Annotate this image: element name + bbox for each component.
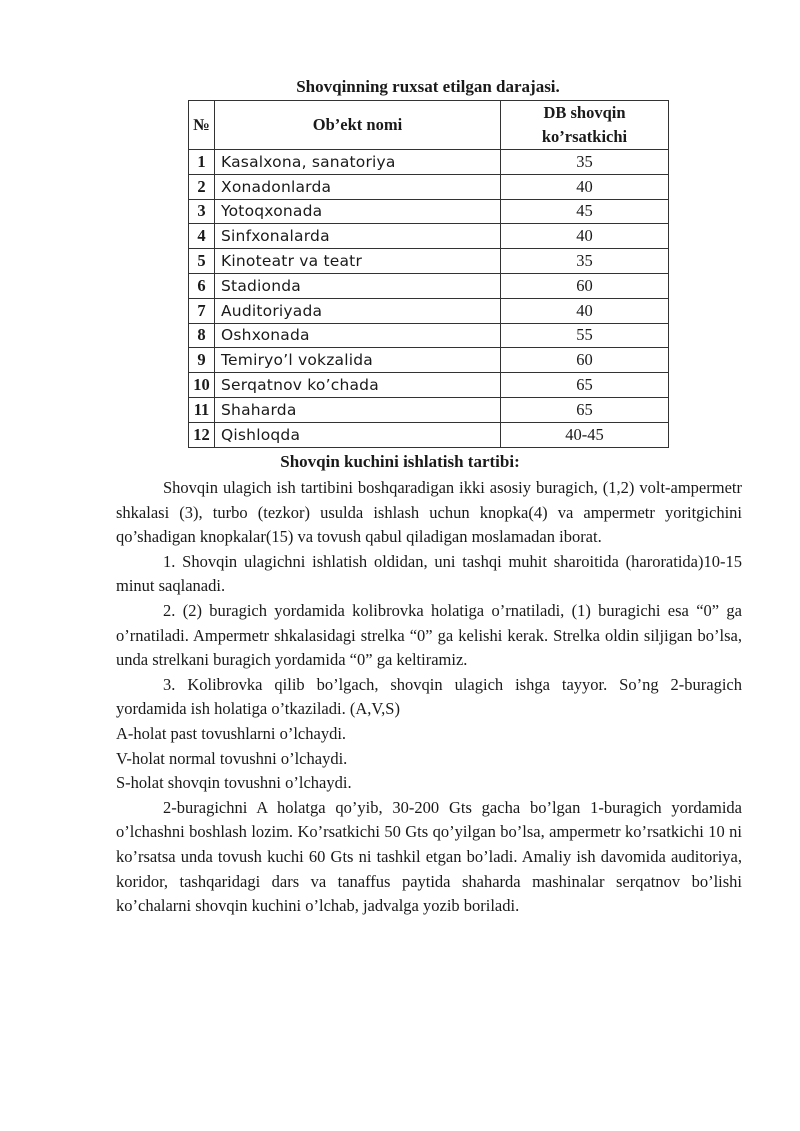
- row-object-name: Yotoqxonada: [215, 199, 501, 224]
- row-object-name: Qishloqda: [215, 422, 501, 447]
- row-db-value: 40-45: [501, 422, 669, 447]
- table-row: [189, 348, 669, 373]
- row-object-name: Kasalxona, sanatoriya: [215, 150, 501, 175]
- row-object-name: Shaharda: [215, 397, 501, 422]
- row-object-name: Oshxonada: [215, 323, 501, 348]
- row-db-value: 60: [501, 348, 669, 373]
- header-db-value: DB shovqin ko’rsatkichi: [501, 101, 669, 150]
- row-number: 6: [189, 273, 215, 298]
- table-row: [189, 150, 669, 175]
- row-number: 10: [189, 373, 215, 398]
- table-row: [189, 273, 669, 298]
- row-db-value: 45: [501, 199, 669, 224]
- paragraph: 1. Shovqin ulagichni ishlatish oldidan, uni tashqi muhit sharoitida (haroratida)10-15 minut saqlanadi.: [116, 551, 742, 596]
- paragraph: Shovqin ulagich ish tartibini boshqaradigan ikki asosiy buragich, (1,2) volt-ampermetr shkalasi (3), turbo (tezkor) usulda ishlash uchun knopka(4) va ampermetr yoritgichini qo’shadigan knopkalar(15) va tovush qabul qiladigan moslamadan iborat.: [116, 478, 742, 547]
- row-db-value: 40: [501, 174, 669, 199]
- noise-norms-table: [188, 100, 669, 448]
- table-title: Shovqinning ruxsat etilgan darajasi.: [296, 77, 560, 96]
- row-object-name: Serqatnov ko’chada: [215, 373, 501, 398]
- table-row: [189, 224, 669, 249]
- instructions-text: [116, 476, 742, 919]
- table-row: [189, 199, 669, 224]
- table-header-row: [189, 101, 669, 150]
- row-db-value: 35: [501, 150, 669, 175]
- row-db-value: 60: [501, 273, 669, 298]
- paragraph: A-holat past tovushlarni o’lchaydi.: [116, 723, 347, 743]
- paragraph: 3. Kolibrovka qilib bo’lgach, shovqin ulagich ishga tayyor. So’ng 2-buragich yordamida ish holatiga o’tkaziladi. (A,V,S): [116, 674, 742, 719]
- row-object-name: Auditoriyada: [215, 298, 501, 323]
- paragraph: V-holat normal tovushni o’lchaydi.: [116, 748, 348, 768]
- row-number: 7: [189, 298, 215, 323]
- row-number: 2: [189, 174, 215, 199]
- row-object-name: Xonadonlarda: [215, 174, 501, 199]
- row-number: 9: [189, 348, 215, 373]
- row-db-value: 55: [501, 323, 669, 348]
- paragraph: 2-buragichni A holatga qo’yib, 30-200 Gts gacha bo’lgan 1-buragich yordamida o’lchashni boshlash lozim. Ko’rsatkichi 50 Gts qo’yilgan bo’lsa, ampermetr ko’rsatkichi 10 ni ko’rsatsa unda tovush kuchi 60 Gts ni tashkil etgan bo’ladi. Amaliy ish davomida auditoriya, koridor, tashqaridagi dars va tanaffus paytida shaharda mashinalar serqatnov bo’lishi ko’chalarni shovqin kuchini o’lchab, jadvalga yozib boriladi.: [116, 797, 742, 916]
- paragraph: S-holat shovqin tovushni o’lchaydi.: [116, 773, 352, 793]
- row-db-value: 65: [501, 373, 669, 398]
- row-number: 3: [189, 199, 215, 224]
- table-row: [189, 323, 669, 348]
- table-row: [189, 373, 669, 398]
- row-db-value: 40: [501, 224, 669, 249]
- row-object-name: Sinfxonalarda: [215, 224, 501, 249]
- row-db-value: 35: [501, 249, 669, 274]
- header-number: №: [189, 101, 215, 150]
- row-object-name: Temiryo’l vokzalida: [215, 348, 501, 373]
- row-db-value: 40: [501, 298, 669, 323]
- table-row: [189, 249, 669, 274]
- row-object-name: Stadionda: [215, 273, 501, 298]
- row-number: 1: [189, 150, 215, 175]
- table-row: [189, 298, 669, 323]
- paragraph: 2. (2) buragich yordamida kolibrovka holatiga o’rnatiladi, (1) buragichi esa “0” ga o’rnatiladi. Ampermetr shkalasidagi strelka “0” ga kelishi kerak. Strelka oldin siljigan bo’lsa, unda strelkani buragich yordamida “0” ga keltiramiz.: [116, 600, 742, 670]
- section-title: Shovqin kuchini ishlatish tartibi:: [280, 452, 520, 471]
- row-number: 11: [189, 397, 215, 422]
- table-row: [189, 397, 669, 422]
- row-number: 4: [189, 224, 215, 249]
- table-row: [189, 422, 669, 447]
- row-number: 12: [189, 422, 215, 447]
- row-number: 5: [189, 249, 215, 274]
- row-object-name: Kinoteatr va teatr: [215, 249, 501, 274]
- row-db-value: 65: [501, 397, 669, 422]
- row-number: 8: [189, 323, 215, 348]
- header-object-name: Ob’ekt nomi: [215, 101, 501, 150]
- table-row: [189, 174, 669, 199]
